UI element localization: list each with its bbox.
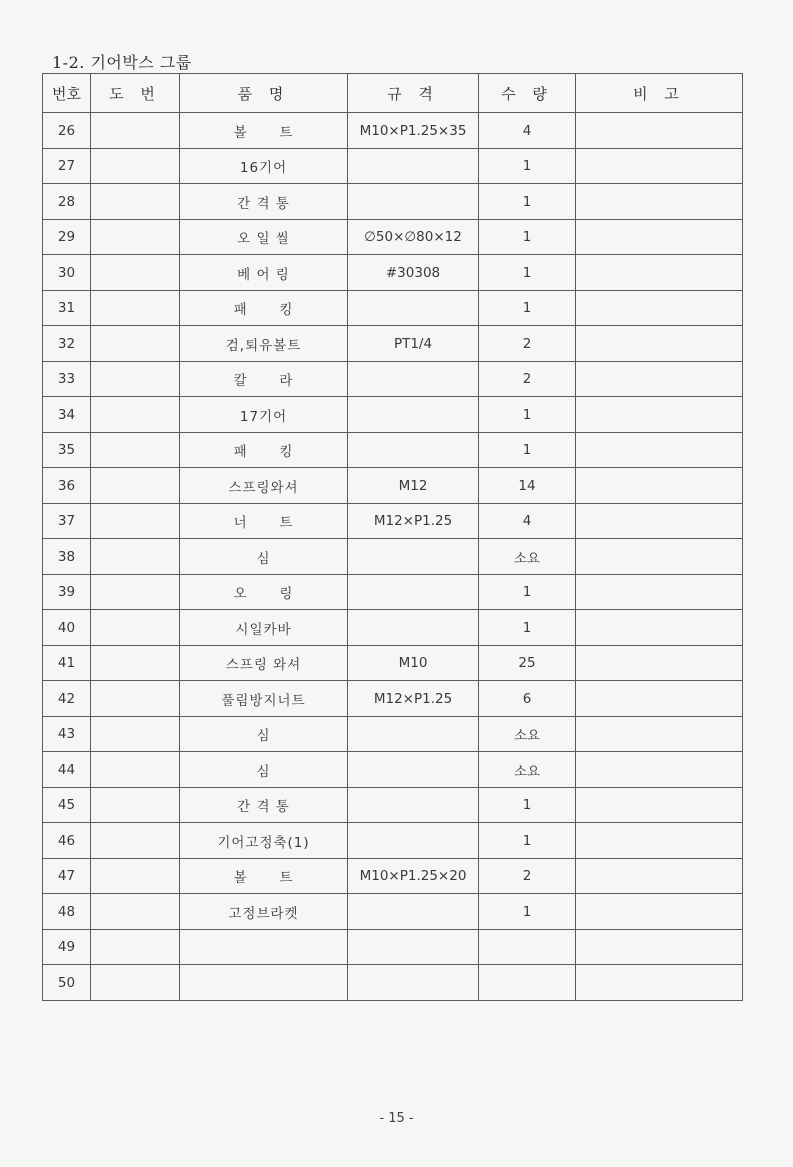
- cell-spec: [348, 823, 479, 859]
- cell-remarks: [576, 433, 743, 468]
- cell-qty: 2: [479, 362, 576, 397]
- cell-item-name: 패 킹: [180, 291, 348, 326]
- cell-drawing-no: [91, 788, 180, 823]
- cell-drawing-no: [91, 859, 180, 894]
- cell-spec: [348, 610, 479, 646]
- cell-spec: [348, 184, 479, 220]
- cell-qty: 소요: [479, 752, 576, 788]
- cell-qty: 14: [479, 468, 576, 504]
- table-body: [43, 113, 743, 1001]
- cell-spec: [348, 362, 479, 397]
- cell-remarks: [576, 397, 743, 433]
- cell-qty: 1: [479, 220, 576, 255]
- cell-remarks: [576, 184, 743, 220]
- cell-remarks: [576, 291, 743, 326]
- header-spec: 규 격: [348, 74, 479, 113]
- cell-spec: [348, 539, 479, 575]
- cell-remarks: [576, 788, 743, 823]
- cell-remarks: [576, 930, 743, 965]
- cell-qty: 1: [479, 291, 576, 326]
- table-row: [43, 149, 743, 184]
- cell-spec: PT1/4: [348, 326, 479, 362]
- table-row: [43, 859, 743, 894]
- cell-qty: 1: [479, 788, 576, 823]
- cell-qty: 1: [479, 610, 576, 646]
- cell-spec: [348, 149, 479, 184]
- cell-no: 39: [43, 575, 91, 610]
- cell-item-name: 간 격 통: [180, 184, 348, 220]
- cell-item-name: 심: [180, 539, 348, 575]
- table-row: [43, 113, 743, 149]
- cell-spec: M12×P1.25: [348, 681, 479, 717]
- cell-no: 27: [43, 149, 91, 184]
- cell-drawing-no: [91, 504, 180, 539]
- cell-drawing-no: [91, 539, 180, 575]
- cell-item-name: 풀림방지너트: [180, 681, 348, 717]
- cell-spec: ∅50×∅80×12: [348, 220, 479, 255]
- cell-no: 40: [43, 610, 91, 646]
- cell-drawing-no: [91, 113, 180, 149]
- cell-drawing-no: [91, 965, 180, 1001]
- cell-spec: [348, 397, 479, 433]
- table-row: [43, 468, 743, 504]
- cell-item-name: 볼 트: [180, 113, 348, 149]
- cell-qty: 1: [479, 823, 576, 859]
- cell-no: 45: [43, 788, 91, 823]
- cell-drawing-no: [91, 433, 180, 468]
- cell-drawing-no: [91, 397, 180, 433]
- parts-list-table: [42, 73, 743, 1001]
- cell-qty: 소요: [479, 539, 576, 575]
- table-row: [43, 823, 743, 859]
- cell-remarks: [576, 468, 743, 504]
- cell-item-name: [180, 930, 348, 965]
- cell-no: 32: [43, 326, 91, 362]
- cell-item-name: 스프링와셔: [180, 468, 348, 504]
- cell-spec: #30308: [348, 255, 479, 291]
- cell-spec: [348, 752, 479, 788]
- cell-drawing-no: [91, 894, 180, 930]
- cell-item-name: 검,퇴유볼트: [180, 326, 348, 362]
- cell-drawing-no: [91, 468, 180, 504]
- cell-qty: 25: [479, 646, 576, 681]
- table-row: [43, 184, 743, 220]
- cell-qty: 4: [479, 504, 576, 539]
- cell-item-name: 16기어: [180, 149, 348, 184]
- table-row: [43, 362, 743, 397]
- cell-remarks: [576, 539, 743, 575]
- cell-item-name: 베 어 링: [180, 255, 348, 291]
- cell-item-name: 심: [180, 717, 348, 752]
- cell-spec: M12×P1.25: [348, 504, 479, 539]
- cell-item-name: 고정브라켓: [180, 894, 348, 930]
- cell-spec: M10: [348, 646, 479, 681]
- cell-no: 43: [43, 717, 91, 752]
- cell-qty: 1: [479, 433, 576, 468]
- table-row: [43, 255, 743, 291]
- header-row: [43, 74, 743, 113]
- table-row: [43, 930, 743, 965]
- cell-remarks: [576, 965, 743, 1001]
- cell-qty: 2: [479, 859, 576, 894]
- cell-item-name: 너 트: [180, 504, 348, 539]
- cell-drawing-no: [91, 184, 180, 220]
- table-row: [43, 220, 743, 255]
- cell-no: 29: [43, 220, 91, 255]
- cell-no: 37: [43, 504, 91, 539]
- cell-spec: M12: [348, 468, 479, 504]
- cell-qty: [479, 965, 576, 1001]
- table-row: [43, 894, 743, 930]
- cell-spec: M10×P1.25×20: [348, 859, 479, 894]
- table-row: [43, 681, 743, 717]
- cell-qty: 4: [479, 113, 576, 149]
- cell-drawing-no: [91, 362, 180, 397]
- cell-no: 26: [43, 113, 91, 149]
- cell-remarks: [576, 362, 743, 397]
- cell-drawing-no: [91, 681, 180, 717]
- cell-drawing-no: [91, 149, 180, 184]
- cell-qty: 1: [479, 149, 576, 184]
- cell-remarks: [576, 894, 743, 930]
- cell-qty: 6: [479, 681, 576, 717]
- cell-no: 41: [43, 646, 91, 681]
- cell-qty: 1: [479, 575, 576, 610]
- header-qty: 수 량: [479, 74, 576, 113]
- cell-drawing-no: [91, 220, 180, 255]
- cell-no: 30: [43, 255, 91, 291]
- cell-item-name: 볼 트: [180, 859, 348, 894]
- table-row: [43, 575, 743, 610]
- table-row: [43, 788, 743, 823]
- cell-item-name: 17기어: [180, 397, 348, 433]
- cell-remarks: [576, 610, 743, 646]
- cell-no: 42: [43, 681, 91, 717]
- cell-remarks: [576, 646, 743, 681]
- cell-spec: [348, 894, 479, 930]
- cell-drawing-no: [91, 752, 180, 788]
- table-row: [43, 397, 743, 433]
- table-row: [43, 646, 743, 681]
- cell-no: 47: [43, 859, 91, 894]
- header-drawing-no: 도 번: [91, 74, 180, 113]
- cell-item-name: [180, 965, 348, 1001]
- cell-no: 35: [43, 433, 91, 468]
- cell-no: 49: [43, 930, 91, 965]
- cell-item-name: 오 일 씰: [180, 220, 348, 255]
- cell-drawing-no: [91, 291, 180, 326]
- table-row: [43, 291, 743, 326]
- cell-qty: [479, 930, 576, 965]
- cell-remarks: [576, 255, 743, 291]
- cell-remarks: [576, 859, 743, 894]
- cell-item-name: 심: [180, 752, 348, 788]
- cell-no: 50: [43, 965, 91, 1001]
- table-row: [43, 433, 743, 468]
- cell-qty: 소요: [479, 717, 576, 752]
- header-item-name: 품 명: [180, 74, 348, 113]
- cell-remarks: [576, 149, 743, 184]
- cell-qty: 1: [479, 894, 576, 930]
- cell-remarks: [576, 220, 743, 255]
- cell-remarks: [576, 504, 743, 539]
- cell-drawing-no: [91, 930, 180, 965]
- cell-drawing-no: [91, 717, 180, 752]
- table-row: [43, 752, 743, 788]
- cell-qty: 1: [479, 184, 576, 220]
- cell-spec: [348, 965, 479, 1001]
- cell-remarks: [576, 113, 743, 149]
- cell-item-name: 칼 라: [180, 362, 348, 397]
- cell-spec: [348, 291, 479, 326]
- cell-item-name: 오 링: [180, 575, 348, 610]
- cell-remarks: [576, 717, 743, 752]
- cell-drawing-no: [91, 646, 180, 681]
- cell-no: 46: [43, 823, 91, 859]
- cell-item-name: 스프링 와셔: [180, 646, 348, 681]
- cell-drawing-no: [91, 255, 180, 291]
- cell-no: 33: [43, 362, 91, 397]
- cell-drawing-no: [91, 326, 180, 362]
- cell-spec: [348, 788, 479, 823]
- cell-remarks: [576, 823, 743, 859]
- cell-no: 34: [43, 397, 91, 433]
- cell-no: 31: [43, 291, 91, 326]
- cell-item-name: 기어고정축(1): [180, 823, 348, 859]
- cell-spec: [348, 717, 479, 752]
- cell-no: 36: [43, 468, 91, 504]
- cell-item-name: 간 격 통: [180, 788, 348, 823]
- header-remarks: 비 고: [576, 74, 743, 113]
- table-row: [43, 717, 743, 752]
- cell-item-name: 시일카바: [180, 610, 348, 646]
- cell-drawing-no: [91, 610, 180, 646]
- cell-qty: 2: [479, 326, 576, 362]
- table-row: [43, 504, 743, 539]
- cell-no: 44: [43, 752, 91, 788]
- cell-spec: [348, 433, 479, 468]
- table-row: [43, 539, 743, 575]
- cell-drawing-no: [91, 823, 180, 859]
- header-no: 번호: [43, 74, 91, 113]
- cell-remarks: [576, 326, 743, 362]
- cell-remarks: [576, 752, 743, 788]
- cell-spec: M10×P1.25×35: [348, 113, 479, 149]
- cell-drawing-no: [91, 575, 180, 610]
- cell-qty: 1: [479, 255, 576, 291]
- table-row: [43, 610, 743, 646]
- table-header: [43, 74, 743, 113]
- cell-spec: [348, 930, 479, 965]
- cell-no: 28: [43, 184, 91, 220]
- cell-no: 38: [43, 539, 91, 575]
- cell-remarks: [576, 575, 743, 610]
- cell-item-name: 패 킹: [180, 433, 348, 468]
- table-row: [43, 326, 743, 362]
- cell-qty: 1: [479, 397, 576, 433]
- section-title: 1-2. 기어박스 그룹: [52, 53, 192, 72]
- cell-remarks: [576, 681, 743, 717]
- table-row: [43, 965, 743, 1001]
- page-number: - 15 -: [379, 1111, 414, 1126]
- cell-spec: [348, 575, 479, 610]
- cell-no: 48: [43, 894, 91, 930]
